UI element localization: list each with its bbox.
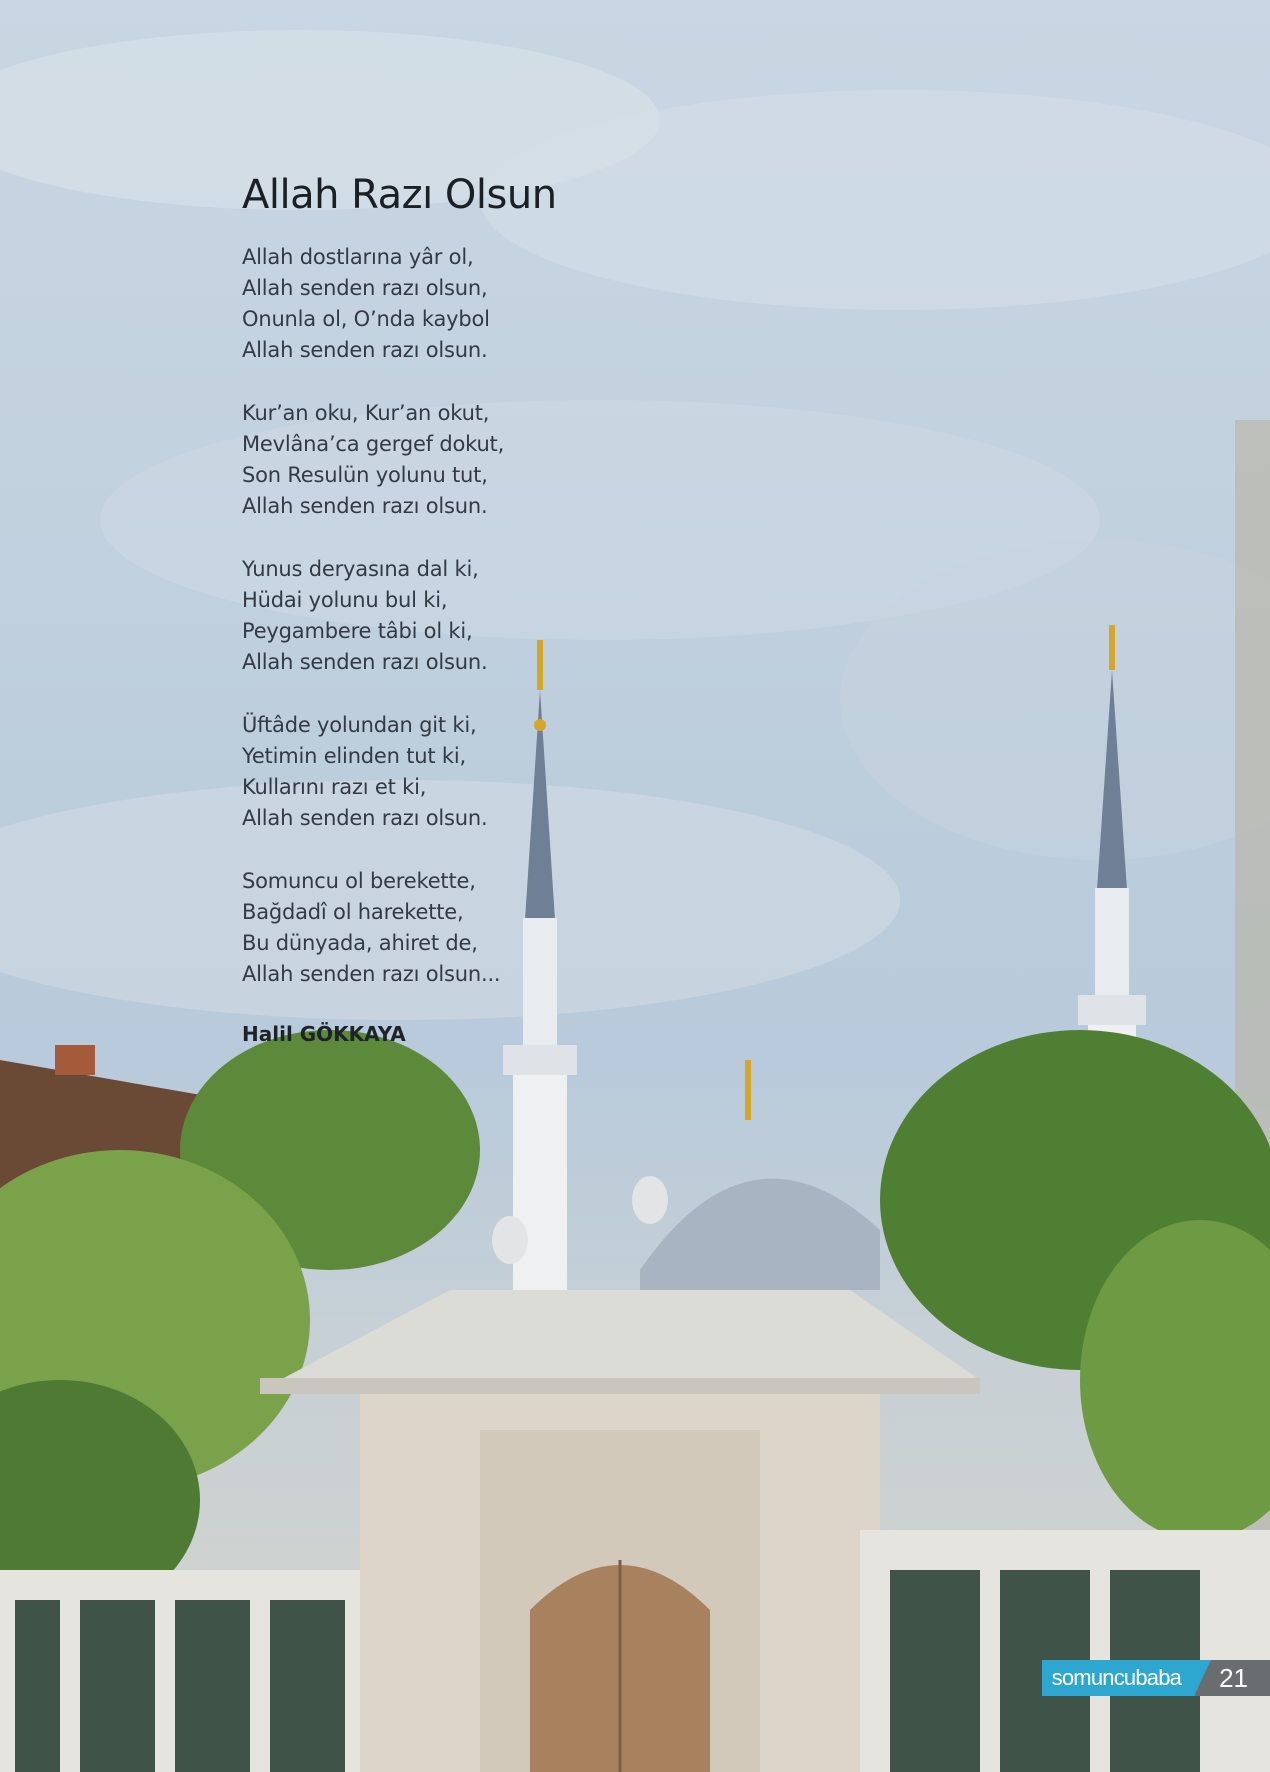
stanza [242,242,662,366]
poem-line: Allah dostlarına yâr ol, [242,245,474,269]
poem-line: Somuncu ol berekette, [242,869,476,893]
poem-line: Mevlâna’ca gergef dokut, [242,432,505,456]
poem-line: Allah senden razı olsun. [242,494,488,518]
poem-line: Kullarını razı et ki, [242,775,427,799]
poem-line: Kur’an oku, Kur’an okut, [242,401,490,425]
poem-line: Bağdadî ol harekette, [242,900,464,924]
poem-line: Allah senden razı olsun... [242,962,501,986]
poem-line: Bu dünyada, ahiret de, [242,931,478,955]
poem-line: Allah senden razı olsun. [242,806,488,830]
poem-line: Üftâde yolundan git ki, [242,713,477,737]
poem-line: Allah senden razı olsun, [242,276,488,300]
stanza [242,554,662,678]
poem [242,172,662,1046]
poem-author: Halil GÖKKAYA [242,1022,406,1046]
divider [1195,1660,1213,1696]
stanza [242,866,662,990]
poem-line: Son Resulün yolunu tut, [242,463,488,487]
poem-line: Yunus deryasına dal ki, [242,557,479,581]
poem-line: Onunla ol, O’nda kaybol [242,307,490,331]
poem-title: Allah Razı Olsun [242,172,557,218]
poem-line: Peygambere tâbi ol ki, [242,619,473,643]
magazine-brand: somuncubaba [1042,1660,1195,1696]
poem-line: Yetimin elinden tut ki, [242,744,466,768]
poem-line: Hüdai yolunu bul ki, [242,588,448,612]
poem-line: Allah senden razı olsun. [242,338,488,362]
stanza [242,398,662,522]
page-number: 21 [1213,1660,1270,1696]
page-footer [1042,1660,1270,1696]
poem-line: Allah senden razı olsun. [242,650,488,674]
stanza [242,710,662,834]
